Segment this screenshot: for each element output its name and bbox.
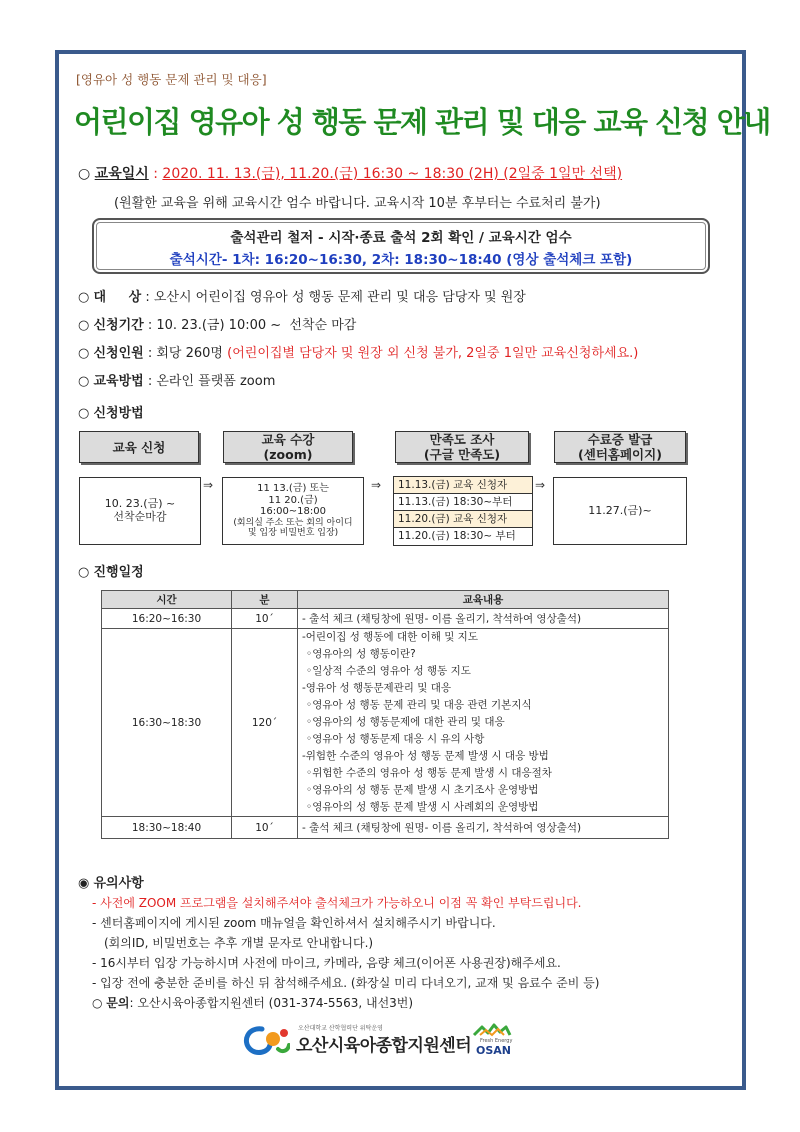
- content-line: ◦위험한 수준의 영유아 성 행동 문제 발생 시 대응절차: [306, 767, 552, 779]
- detail-survey: [393, 476, 533, 546]
- content-line: -위험한 수준의 영유아 성 행동 문제 발생 시 대응 방법: [302, 750, 549, 762]
- bullet-circle-icon: ○: [78, 290, 94, 305]
- table-row: [102, 629, 669, 817]
- row-content: [298, 629, 669, 817]
- period-line: [78, 314, 356, 333]
- table-row: [102, 817, 669, 839]
- bullet-circle-icon: ○: [78, 346, 94, 361]
- attendance-box: [92, 218, 710, 274]
- row-min: 10´: [232, 609, 298, 629]
- detail-attend: [222, 477, 364, 545]
- target-line: [78, 286, 526, 305]
- apply-line: [78, 402, 144, 421]
- bullet-circle-icon: ○: [78, 374, 94, 389]
- step-survey: [395, 431, 529, 463]
- content-line: ◦영유아 성 행동 문제 관리 및 대응 관련 기본지식: [306, 699, 532, 711]
- arrow-icon: ⇒: [371, 478, 382, 492]
- bullet-circle-icon: ○: [78, 406, 94, 421]
- contact-label: 문의: [106, 996, 130, 1010]
- schedule-note: (원활한 교육을 위해 교육시간 엄수 바랍니다. 교육시작 10분 후부터는 수료처리 불가): [114, 196, 601, 211]
- content-line: ◦영유아의 성 행동 문제 발생 시 초기조사 운영방법: [306, 784, 539, 796]
- city-name: OSAN: [476, 1044, 511, 1057]
- center-logo-icon: [240, 1023, 290, 1059]
- method-label: 교육방법: [93, 374, 144, 389]
- survey-row: 11.20.(금) 교육 신청자: [394, 511, 532, 528]
- row-min: 10´: [232, 817, 298, 839]
- survey-row: 11.13.(금) 교육 신청자: [394, 477, 532, 494]
- table-row: [102, 609, 669, 629]
- survey-row: 11.13.(금) 18:30~부터: [394, 494, 532, 511]
- schedule-value: 2020. 11. 13.(금), 11.20.(금) 16:30 ~ 18:30 (2H) (2일중 1일만 선택): [162, 166, 623, 182]
- capacity-line: [78, 342, 638, 361]
- method-value: : 온라인 플랫폼 zoom: [143, 374, 276, 389]
- row-time: 18:30~18:40: [102, 817, 232, 839]
- row-time: 16:20~16:30: [102, 609, 232, 629]
- detail-attend-line: 16:00~18:00: [259, 506, 326, 518]
- table-header: 교육내용: [298, 591, 669, 609]
- capacity-note: (어린이집별 담당자 및 원장 외 신청 불가, 2일중 1일만 교육신청하세요.): [227, 346, 639, 361]
- target-value: : 오산시 어린이집 영유아 성 행동 문제 관리 및 대응 담당자 및 원장: [141, 290, 526, 305]
- apply-label: 신청방법: [93, 406, 144, 421]
- city-small-text: Fresh Energy: [480, 1038, 513, 1044]
- step-apply: [79, 431, 199, 463]
- bullet-dot-circle-icon: ◉: [78, 876, 94, 891]
- row-time: 16:30~18:30: [102, 629, 232, 817]
- content-line: ◦영유아의 성 행동문제에 대한 관리 및 대응: [306, 716, 505, 728]
- detail-cert-line: 11.27.(금)~: [588, 503, 652, 517]
- step-cert: [554, 431, 686, 463]
- notes-label: 유의사항: [93, 876, 144, 891]
- bullet-circle-icon: ○: [78, 166, 91, 182]
- arrow-icon: ⇒: [203, 478, 214, 492]
- table-header: 시간: [102, 591, 232, 609]
- note-item: - 입장 전에 충분한 준비를 하신 뒤 참석해주세요. (화장실 미리 다녀오기, 교재 및 음료수 준비 등): [92, 976, 600, 990]
- contact-value: : 오산시육아종합지원센터 (031-374-5563, 내선3번): [129, 996, 414, 1010]
- osan-city-logo-icon: [472, 1023, 512, 1039]
- step-survey-sub: (구글 만족도): [423, 447, 501, 462]
- capacity-value: : 회당 260명: [143, 346, 228, 361]
- survey-row: 11.20.(금) 18:30~ 부터: [398, 530, 516, 542]
- contact-line: [92, 994, 413, 1011]
- schedule-sep: :: [148, 166, 163, 182]
- notes-heading: [78, 872, 144, 891]
- bullet-circle-icon: ○: [92, 996, 107, 1010]
- arrow-icon: ⇒: [535, 478, 546, 492]
- content-line: -영유아 성 행동문제관리 및 대응: [302, 682, 451, 694]
- note-item: (회의ID, 비밀번호는 추후 개별 문자로 안내합니다.): [104, 936, 374, 950]
- content-line: ◦영유아의 성 행동 문제 발생 시 사례회의 운영방법: [306, 801, 539, 813]
- detail-apply-line: 선착순마감: [113, 510, 167, 523]
- detail-attend-line: 및 입장 비밀번호 입장): [247, 528, 339, 539]
- step-attend: [223, 431, 353, 463]
- step-attend-label: 교육 수강: [261, 432, 315, 447]
- step-survey-label: 만족도 조사: [429, 432, 495, 447]
- content-line: ◦일상적 수준의 영유아 성 행동 지도: [306, 665, 471, 677]
- logo-small-text: 오산대학교 산학협력단 위탁운영: [298, 1025, 383, 1032]
- capacity-label: 신청인원: [93, 346, 144, 361]
- logo-name: 오산시육아종합지원센터: [296, 1036, 472, 1056]
- page-title: 어린이집 영유아 성 행동 문제 관리 및 대응 교육 신청 안내: [74, 105, 770, 139]
- category-label: [영유아 성 행동 문제 관리 및 대응]: [76, 72, 267, 87]
- period-label: 신청기간: [93, 318, 144, 333]
- step-attend-sub: (zoom): [263, 447, 313, 462]
- bullet-circle-icon: ○: [78, 565, 94, 580]
- detail-attend-line: 11 20.(금): [268, 494, 318, 506]
- bullet-circle-icon: ○: [78, 318, 94, 333]
- step-cert-label: 수료증 발급: [587, 432, 653, 447]
- schedule-label: 교육일시: [94, 166, 149, 182]
- note-item: - 사전에 ZOOM 프로그램을 설치해주셔야 출석체크가 가능하오니 이점 꼭 확인 부탁드립니다.: [92, 896, 582, 910]
- center-logo: [240, 1023, 530, 1063]
- detail-attend-line: 11 13.(금) 또는: [257, 483, 329, 495]
- content-line: ◦영유아의 성 행동이란?: [306, 648, 416, 660]
- row-content: - 출석 체크 (채팅창에 원명- 이름 올리기, 착석하여 영상출석): [298, 817, 669, 839]
- detail-attend-line: (회의실 주소 또는 회의 아이디: [233, 517, 353, 528]
- step-apply-label: 교육 신청: [112, 439, 166, 455]
- method-line: [78, 370, 275, 389]
- detail-cert: [553, 477, 687, 545]
- progress-line: [78, 561, 144, 580]
- note-item: - 16시부터 입장 가능하시며 사전에 마이크, 카메라, 음량 체크(이어폰 사용권장)해주세요.: [92, 956, 561, 970]
- row-content: - 출석 체크 (채팅창에 원명- 이름 올리기, 착석하여 영상출석): [298, 609, 669, 629]
- attendance-rule: 출석관리 철저 - 시작·종료 출석 2회 확인 / 교육시간 엄수: [230, 230, 572, 246]
- detail-apply-line: 10. 23.(금) ~: [104, 497, 176, 511]
- target-label: 대 상: [93, 290, 142, 305]
- table-header: 분: [232, 591, 298, 609]
- detail-apply: [79, 477, 201, 545]
- step-cert-sub: (센터홈페이지): [578, 447, 662, 462]
- attendance-time: 출석시간- 1차: 16:20~16:30, 2차: 18:30~18:40 (영상 출석체크 포함): [169, 252, 633, 268]
- note-item: - 센터홈페이지에 게시된 zoom 매뉴얼을 확인하셔서 설치해주시기 바랍니다.: [92, 916, 496, 930]
- progress-label: 진행일정: [93, 565, 144, 580]
- schedule-line: [78, 163, 622, 183]
- content-line: -어린이집 성 행동에 대한 이해 및 지도: [302, 631, 478, 643]
- period-value: : 10. 23.(금) 10:00 ~ 선착순 마감: [143, 318, 357, 333]
- row-min: 120´: [232, 629, 298, 817]
- content-line: ◦영유아 성 행동문제 대응 시 유의 사항: [306, 733, 485, 745]
- schedule-table: [101, 590, 669, 839]
